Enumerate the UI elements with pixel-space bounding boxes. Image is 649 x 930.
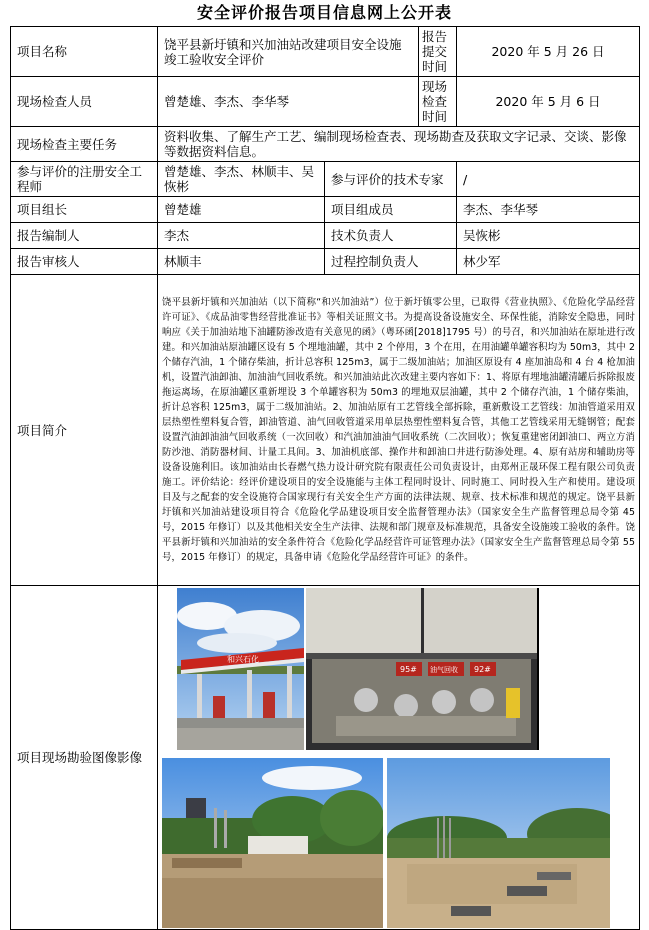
photos-label: 项目现场勘验图像影像: [11, 586, 158, 930]
intro-label: 项目简介: [11, 275, 158, 586]
project-name-value: 饶平县新圩镇和兴加油站改建项目安全设施竣工验收安全评价: [158, 27, 419, 77]
row-author: [11, 223, 640, 249]
experts-value: /: [457, 162, 640, 197]
submit-time-label: 报告提交时间: [419, 27, 457, 77]
leader-value: 曾楚雄: [158, 197, 325, 223]
reviewer-value: 林顺丰: [158, 249, 325, 275]
process-lead-label: 过程控制负责人: [325, 249, 457, 275]
row-engineers: [11, 162, 640, 197]
intro-text: 饶平县新圩镇和兴加油站（以下简称“和兴加油站”）位于新圩镇零公里，已取得《营业执照》、《危险化学品经营许可证》、《成品油零售经营批准证书》等相关证照文书。为提高设备设施安全、环保性能，消除安全隐患，同时响应《关于加油站地下油罐防渗改造有关意见的函》（粤环函[2018]1795 号）的号召，和兴加油站在原址进行改建。和兴加油站原油罐区设有 5 个埋地油罐，其中 2 个停用，3 个在用，在用油罐单罐容积均为 50m3，其中 2 个储存汽油，1 个储存柴油，折计总容积 125m3，属于二级加油站；加油区原设有 4 座加油岛和 4 台 4 枪加油机，设置汽油卸油、加油油气回收系统。和兴加油站此次改建主要内容如下：1、将原有埋地油罐清罐后拆除报废拖运离场，在原油罐区重新埋设 3 个单罐容积为 50m3 的埋地双层油罐，其中 2 个储存汽油，1 个储存柴油，折计总容积 125m3，属于二级加油站。2、加油站原有工艺管线全部拆除，重新敷设工艺管线：加油管道采用双层热塑性塑料复合管，卸油管道、油气回收管道采用单层热塑性塑料复合管，其他工艺管线采用无缝钢管；配套设置汽油卸油油气回收系统（一次回收）和汽油加油油气回收系统（二次回收）；恢复重建密闭卸油口、两立方消防沙池、消防器材间、计量工具间。3、加油机底部、操作井和卸油口井进行防渗处理。4、原有站房和辅助房等设备设施利旧。该加油站由长春燃气热力设计研究院有限责任公司负责设计，由郑州正晟环保工程有限公司负责施工。评价结论：经评价建设项目的安全设施能与主体工程同时设计、同时施工、同时投入生产和使用。建设项目及与之配套的安全设施符合国家现行有关安全生产方面的法律法规、规章、技术标准和规范的规定。饶平县新圩镇和兴加油站建设项目符合《危险化学品建设项目安全监督管理办法》（国家安全生产监督管理总局令第 45 号，2015 年修订）以及其他相关安全生产法律、法规和部门规章及标准规范，具备安全设施竣工验收的条件。饶平县新圩镇和兴加油站的安全条件符合《危险化学品经营许可证管理办法》（国家安全生产监督管理总局令第 55 号，2015 年修订）的规定，具备申请《危险化学品经营许可证》的条件。: [158, 275, 640, 586]
tech-lead-value: 吴恢彬: [457, 223, 640, 249]
process-lead-value: 林少军: [457, 249, 640, 275]
tech-lead-label: 技术负责人: [325, 223, 457, 249]
row-main-tasks: [11, 127, 640, 162]
row-reviewer: [11, 249, 640, 275]
submit-time-value: 2020 年 5 月 26 日: [457, 27, 640, 77]
row-inspectors: [11, 77, 640, 127]
project-name-label: 项目名称: [11, 27, 158, 77]
row-intro: [11, 275, 640, 586]
photo-tank-area: [387, 758, 610, 928]
nozzle-tag-92: 92#: [474, 665, 491, 674]
row-photos: [11, 586, 640, 930]
members-label: 项目组成员: [325, 197, 457, 223]
row-leader: [11, 197, 640, 223]
inspect-time-value: 2020 年 5 月 6 日: [457, 77, 640, 127]
inspectors-label: 现场检查人员: [11, 77, 158, 127]
info-table: [10, 26, 640, 930]
photo-station-canopy: [177, 588, 304, 750]
inspectors-value: 曾楚雄、李杰、李华琴: [158, 77, 419, 127]
page-title: 安全评价报告项目信息网上公开表: [196, 3, 452, 22]
members-value: 李杰、李华琴: [457, 197, 640, 223]
experts-label: 参与评价的技术专家: [325, 162, 457, 197]
engineers-label: 参与评价的注册安全工程师: [11, 162, 158, 197]
photo-nozzle-wells: [306, 588, 539, 750]
engineers-value: 曾楚雄、李杰、林顺丰、吴恢彬: [158, 162, 325, 197]
inspect-time-label: 现场检查时间: [419, 77, 457, 127]
row-project-name: [11, 27, 640, 77]
leader-label: 项目组长: [11, 197, 158, 223]
station-sign-text: 和兴石化: [227, 655, 259, 664]
author-label: 报告编制人: [11, 223, 158, 249]
author-value: 李杰: [158, 223, 325, 249]
main-tasks-value: 资料收集、了解生产工艺、编制现场检查表、现场勘查及获取文字记录、交谈、影像等数据资料信息。: [158, 127, 640, 162]
reviewer-label: 报告审核人: [11, 249, 158, 275]
photos-cell: [158, 586, 640, 930]
photo-construction-site: [162, 758, 383, 928]
nozzle-tag-95: 95#: [400, 665, 417, 674]
nozzle-tag-vapor: 油气回收: [430, 666, 458, 674]
main-tasks-label: 现场检查主要任务: [11, 127, 158, 162]
